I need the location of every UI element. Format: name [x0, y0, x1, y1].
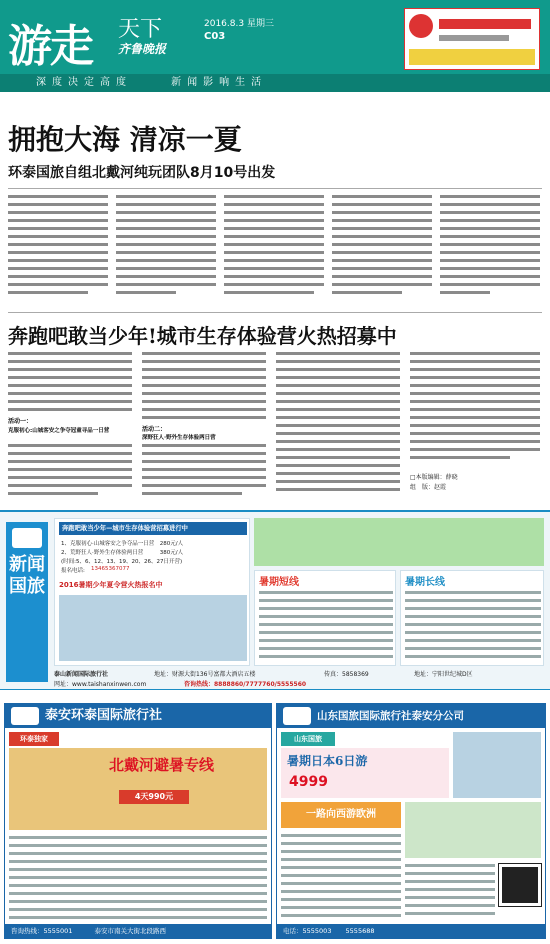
summer-camp-title: 2016暑期少年夏令营火热报名中 — [59, 581, 163, 589]
sdguolv-photo — [453, 732, 541, 798]
long-routes-title: 暑期长线 — [405, 577, 445, 588]
ad-logo-icon — [409, 14, 433, 38]
huantai-tag: 环泰独家 — [9, 732, 59, 746]
huantai-photo — [9, 748, 267, 830]
page-header — [0, 0, 550, 92]
section-sub-brand: 天下 — [118, 17, 163, 42]
short-routes-list — [259, 589, 393, 663]
sdguolv-europe-photo — [405, 802, 541, 858]
camp-item-1: 1、克服初心·山城客安之争夺品一日营 280元/人 — [61, 541, 184, 547]
ad-footer — [54, 670, 544, 690]
activity1-label: 活动一： — [8, 418, 33, 425]
huantai-headline: 北戴河避暑专线 — [109, 756, 215, 774]
sdguolv-logo-icon — [283, 707, 311, 725]
activity1-name: 克服初心:山城客安之争夺冠童寻品一日营 — [8, 428, 110, 434]
activity2-label: 活动二： — [142, 426, 167, 433]
header-slogan: 深度决定高度 新闻影响生活 — [0, 74, 550, 92]
sdguolv-japan — [281, 748, 449, 798]
huantai-price: 4天990元 — [119, 790, 189, 804]
huantai-ad — [4, 703, 272, 939]
headline-sub: 环泰国旅自组北戴河纯玩团队8月10号出发 — [8, 165, 276, 181]
paper-name: 齐鲁晚报 — [118, 42, 167, 56]
long-routes-box — [400, 570, 544, 666]
sdguolv-tag: 山东国旅 — [281, 732, 335, 746]
long-routes-list — [405, 589, 541, 663]
article1-text-lines — [8, 193, 542, 305]
ad-side-title: 新闻国旅 — [9, 554, 45, 597]
huantai-header — [5, 704, 271, 728]
camp-box — [54, 518, 250, 666]
layout-credit: 组 版：赵霞 — [410, 484, 447, 491]
page-number: C03 — [204, 31, 226, 42]
camp-photo — [59, 595, 247, 661]
huantai-address: 泰安市南关大街北段路西 — [94, 927, 167, 935]
sdguolv-ad — [276, 703, 546, 939]
sdguolv-title: 山东国旅国际旅行社泰安分公司 — [317, 710, 464, 722]
sdguolv-header — [277, 704, 545, 728]
agency-name: 泰山新闻国际旅行社 — [54, 671, 109, 678]
camp-phone-label: 报名电话: — [61, 568, 85, 574]
huantai-footer — [5, 924, 271, 938]
agency-logo-icon — [12, 528, 42, 548]
editor-credit: □本版编辑：薛晓 — [410, 474, 458, 481]
agency-branch: 地址：宁阳世纪城D区 — [414, 671, 473, 678]
sdguolv-price: 4999 — [289, 774, 328, 790]
sdguolv-headline: 暑期日本6日游 — [287, 754, 368, 768]
headline-camp: 奔跑吧敢当少年!城市生存体验营火热招募中 — [8, 324, 397, 348]
qr-code-icon — [499, 864, 541, 906]
article1-body — [8, 193, 542, 305]
sdguolv-hotline: 电话：5555003 — [283, 927, 332, 935]
sdguolv-europe: 一路向西游欧洲 — [281, 802, 401, 828]
header-ad — [404, 8, 540, 70]
sdguolv-footer — [277, 924, 545, 938]
sdguolv-phone2: 5555688 — [345, 927, 375, 935]
agency-address: 地址：财源大街136号富都大酒店五楼 — [154, 671, 256, 678]
headline-main: 拥抱大海 清凉一夏 — [8, 123, 242, 156]
huantai-route-list — [9, 834, 267, 920]
divider — [8, 312, 542, 313]
divider — [8, 188, 542, 189]
huantai-title: 泰安环泰国际旅行社 — [45, 708, 163, 723]
article2-body — [8, 350, 542, 502]
camp-phone: 13465367077 — [91, 566, 130, 572]
camp-title: 奔跑吧敢当少年—城市生存体验营招募进行中 — [59, 522, 247, 535]
sdguolv-route-list — [281, 832, 401, 920]
kids-photo — [254, 518, 544, 566]
ad-sidebar — [6, 522, 48, 682]
issue-date: 2016.8.3 星期三 — [204, 19, 274, 29]
huantai-hotline: 咨询热线：5555001 — [11, 927, 73, 935]
activity2-name: 深野狂人·野外生存体验两日营 — [142, 435, 216, 441]
section-brand: 游走 — [8, 21, 92, 72]
agency-fax: 传真：5858369 — [324, 671, 369, 678]
huantai-logo-icon — [11, 707, 39, 725]
short-routes-box — [254, 570, 396, 666]
camp-schedule: (时间:5、6、12、13、19、20、26、27日开营) — [61, 559, 183, 565]
news-travel-ad — [0, 510, 550, 690]
agency-hotline: 咨询热线：8888860/7777760/5555560 — [184, 681, 307, 688]
camp-item-2: 2、荒野狂人·野外生存体验两日营 380元/人 — [61, 550, 184, 556]
sdguolv-route-list-2 — [405, 862, 495, 920]
short-routes-title: 暑期短线 — [259, 577, 299, 588]
agency-website[interactable]: 网址：www.taishanxinwen.com — [54, 681, 147, 688]
